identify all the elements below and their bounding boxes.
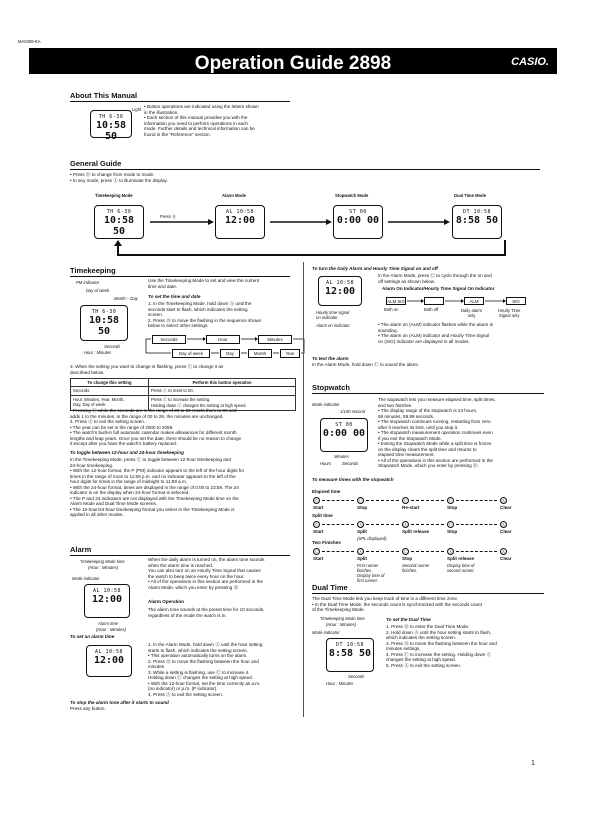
dualtime-heading: Dual Time: [312, 583, 348, 592]
sw-button-icon: Ⓒ: [448, 522, 453, 527]
light-label: Light: [132, 107, 142, 112]
table-row: Hour, Minutes, Year, Month, Day, Day of week Press Ⓒ to increase the setting. Holding down Ⓒ changes the setting at high speed.: [71, 396, 296, 411]
sw-step-note: First runner finishes. Display time of first runner.: [357, 563, 385, 583]
tk-set-steps: 1. In the Timekeeping Mode, hold down Ⓐ until the seconds start to flash, which indicates the setting screen. 2. Press Ⓑ to move the flashing in the sequence shown below to select other settings.: [148, 301, 262, 328]
seq-year: Year: [280, 349, 300, 358]
alarm-label-mode: Mode indicator: [72, 576, 100, 581]
sw-button-icon: Ⓐ: [358, 522, 363, 527]
sw-arrow: [411, 500, 444, 501]
sw-label-minutes: Minutes: [334, 454, 349, 459]
seq-month: Month: [248, 349, 272, 358]
tk-step3: 3. When the setting you want to change is flashing, press Ⓒ to change it as described below.: [70, 364, 224, 375]
alarm-label-tktime: Timekeeping Mode time: [80, 559, 125, 564]
sw-lines: The stopwatch lets you measure elapsed time, split times, and two finishes. • The display range of the stopwatch is 23 hours, 59 minutes, 59.99 seconds. • The stopwatch continues running, restarting from zero after it reaches its limit, until you stop it. • The stopwatch measurement operation continues even if you exit the Stopwatch Mode. • Exiting the Stopwatch Mode while a split time is frozen on the display clears the split time and returns to elapsed time measurement. • All of the operations in this section are performed in the Stopwatch Mode, which you enter by pressing Ⓑ.: [378, 397, 496, 468]
dt-label-mode: Mode indicator: [312, 630, 340, 635]
sw-measure-heading: To measure times with the stopwatch: [312, 477, 394, 482]
alarm-stop-line: Press any button.: [70, 706, 106, 711]
tk-intro: Use the Timekeeping Mode to set and view the current time and date.: [148, 278, 260, 289]
sw-step-label: Start: [313, 529, 324, 534]
sw-arrow: [411, 524, 444, 525]
sw-step-label: Stop: [447, 505, 458, 510]
alarm-op-heading: Alarm Operation: [148, 599, 184, 604]
sw-row-title: Split time: [312, 513, 333, 518]
alarm-intro: When the daily alarm is turned on, the alarm tone sounds when the alarm time is reached. You can also turn on an Hourly Time Signal that causes the watch to beep twice every hour on the hour. • All of the operations in this section are performed in the Alarm Mode, which you enter by pressing Ⓑ.: [148, 557, 265, 590]
state-alarm-only: Daily alarm only: [461, 308, 482, 318]
sw-step-label: Start: [313, 505, 324, 510]
screen-stopwatch: ST 00 0:00 00: [333, 205, 383, 239]
alarm-label-tktime-unit: (Hour : Minutes): [88, 565, 119, 570]
dt-set-heading: To set the Dual Time: [386, 617, 431, 622]
mode-label-stopwatch: Stopwatch Mode: [335, 193, 369, 198]
sw-step-note: (SPL displayed): [357, 536, 387, 541]
timekeeping-heading: Timekeeping: [70, 266, 116, 275]
about-bullets: • Button operations are indicated using the letters shown in the illustration. • Each section of this manual provides you with the information you need to perform operations in each mode. Further details and technical information can be found in the "Reference" section.: [144, 104, 259, 137]
sw-button-icon: Ⓐ: [403, 522, 408, 527]
onoff-watch-display: AL 10:58 12:00: [318, 276, 362, 306]
sw-button-icon: Ⓐ: [358, 549, 363, 554]
sw-step-label: Stop: [357, 505, 368, 510]
sw-arrow: [411, 551, 444, 552]
test-line: In the Alarm Mode, hold down Ⓒ to sound the alarm.: [312, 362, 420, 367]
mode-label-dualtime: Dual Time Mode: [454, 193, 487, 198]
stopwatch-heading: Stopwatch: [312, 383, 350, 392]
press-b-label: Press Ⓑ: [160, 214, 177, 219]
sw-button-icon: Ⓒ: [314, 498, 319, 503]
sw-button-icon: Ⓐ: [501, 549, 506, 554]
state-box-signal-only: SIG: [506, 297, 526, 305]
dt-label-hourmin: Hour : Minutes: [326, 681, 354, 686]
onoff-heading: To turn the Daily Alarm and Hourly Time Signal on and off: [312, 266, 438, 271]
sw-label-hours: Hours: [320, 461, 332, 466]
onoff-label-alarm: Alarm on indicator: [316, 323, 350, 328]
dt-label-tktime-unit: (Hour : Minutes): [326, 622, 357, 627]
sw-arrow: [322, 500, 354, 501]
mode-label-timekeeping: Timekeeping Mode: [95, 193, 133, 198]
onoff-intro: In the Alarm Mode, press Ⓒ to cycle through the on and off settings as shown below.: [378, 273, 492, 284]
sw-button-icon: Ⓒ: [358, 498, 363, 503]
sw-watch-display: ST 00 0:00 00: [320, 418, 368, 452]
sw-arrow: [322, 551, 354, 552]
sw-arrow: [366, 500, 399, 501]
state-both-off: Both off: [424, 307, 439, 312]
sw-button-icon: Ⓒ: [448, 498, 453, 503]
tk-setting-table: To change this setting Perform this button operation Seconds Press Ⓒ to reset to 00. Hour, Minutes, Year, Month, Day, Day of week Press Ⓒ to increase the setting. Holding down Ⓒ changes the setting at high speed.: [70, 378, 296, 411]
state-box-both-on: ALM SIG: [387, 299, 405, 304]
sw-label-mode: Mode indicator: [312, 402, 340, 407]
sw-arrow: [366, 524, 399, 525]
seq-day: Day: [220, 349, 240, 358]
tk-set-heading: To set the time and date: [148, 294, 201, 299]
alarm-set-steps: 1. In the Alarm Mode, hold down Ⓐ until the hour setting starts to flash, which indicates the setting screen. • This operation automatically turns on the alarm. 2. Press Ⓑ to move the flashing between the hour and minutes. 3. While a setting is flashing, use Ⓒ to increase it. Holding down Ⓒ changes the setting at high speed. • With the 12-hour format, set the time correctly as a.m. (no indicator) or p.m. (P indicator). 4. Press Ⓐ to exit the setting screen.: [148, 642, 263, 697]
screen-dualtime: DT 10:58 8:58 50: [452, 205, 502, 239]
seq-hour: Hour: [206, 335, 240, 344]
sw-arrow: [456, 500, 497, 501]
table-row: Seconds Press Ⓒ to reset to 00.: [71, 387, 296, 396]
tk-label-seconds: Seconds: [104, 344, 121, 349]
sw-arrow: [322, 524, 354, 525]
sw-row-title: Two Finishes: [312, 540, 341, 545]
sw-row-title: Elapsed time: [312, 489, 341, 494]
sw-step-label: Clear: [500, 556, 512, 561]
about-heading: About This Manual: [70, 91, 138, 100]
stopwatch-rule: [312, 393, 544, 394]
screen-alarm: AL 10:58 12:00: [215, 205, 265, 239]
dualtime-rule: [312, 593, 544, 594]
sw-step-label: Split: [357, 556, 367, 561]
sw-arrow: [456, 551, 497, 552]
sw-arrow: [456, 524, 497, 525]
dt-watch-display: DT 10:58 8:58 50: [326, 638, 374, 672]
sw-button-icon: Ⓐ: [501, 498, 506, 503]
state-box-alarm-only: ALM: [464, 297, 484, 305]
onoff-label-signal: Hourly time signal on indicator: [316, 310, 350, 320]
sw-button-icon: Ⓒ: [403, 498, 408, 503]
page-title: Operation Guide 2898: [194, 53, 392, 74]
general-lines: • Press Ⓑ to change from mode to mode. • In any mode, press Ⓛ to illuminate the display.: [70, 172, 168, 183]
sw-label-hundredth: 1/100 second: [340, 409, 366, 414]
tk-toggle-heading: To toggle between 12-hour and 24-hour timekeeping: [70, 450, 184, 455]
alarm-label-alarmtime-unit: (Hour : Minutes): [96, 627, 127, 632]
sw-step-label: Re-start: [402, 505, 420, 510]
dt-set-steps: 1. Press Ⓑ to enter the Dual Time Mode. 2. Hold down Ⓐ until the hour setting starts to flash, which indicates the setting screen. 3. Press Ⓑ to move the flashing between the hour and minutes settings. 4. Press Ⓒ to increase the setting. Holding down Ⓒ changes the setting at high speed. 5. Press Ⓐ to exit the setting screen.: [386, 624, 497, 668]
tk-after-lines: • Pressing Ⓒ while the seconds are in the range of 30 to 59 resets them to 00 and adds 1 to the minutes. In the range of 00 to 29, the minutes are unchanged. 4. Press Ⓐ to exit the setting screen. • The year can be set in the range of 2000 to 2099. • The watch's built-in full automatic calendar makes allowances for different month lengths and leap years. Once you set the date, there should be no reason to change it except after you have the watch's battery replaced.: [70, 408, 242, 446]
dt-label-seconds: Seconds: [348, 674, 365, 679]
sw-button-icon: Ⓒ: [403, 549, 408, 554]
sw-step-label: Stop: [447, 529, 458, 534]
sw-button-icon: Ⓒ: [314, 549, 319, 554]
sw-button-icon: Ⓐ: [501, 522, 506, 527]
tk-label-hourmin: Hour : Minutes: [84, 350, 112, 355]
sw-step-label: Start: [313, 556, 324, 561]
tk-label-dow: Day of week: [86, 288, 110, 293]
sw-arrow: [366, 551, 399, 552]
alarm-label-alarmtime: Alarm time: [98, 621, 119, 626]
sw-button-icon: Ⓐ: [448, 549, 453, 554]
test-heading: To test the alarm: [312, 356, 349, 361]
alarm-op-lines: The alarm tone sounds at the preset time for 10 seconds, regardless of the mode the watch is in.: [148, 607, 265, 618]
state-both-on: Both on: [384, 307, 399, 312]
alarm-set-heading: To set an alarm time: [70, 634, 115, 639]
about-watch-display: TH 6-30 10:58 50: [90, 110, 132, 138]
screen-timekeeping: TH 6-30 10:58 50: [94, 205, 144, 239]
sw-step-label: Clear: [500, 505, 512, 510]
sw-step-label: Split: [357, 529, 367, 534]
sw-step-note: Display time of second runner.: [447, 563, 475, 573]
brand-logo: CASIO.: [511, 56, 549, 68]
tk-label-monthday: Month – Day: [114, 296, 138, 301]
sw-label-seconds: Seconds: [342, 461, 359, 466]
sw-step-label: Split release: [402, 529, 430, 534]
seq-seconds: Seconds: [152, 335, 186, 344]
alarm-set-watch-display: AL 10:58 12:00: [86, 645, 132, 677]
dt-label-tktime: Timekeeping Mode time: [320, 616, 365, 621]
seq-minutes: Minutes: [258, 335, 292, 344]
seq-dow: Day of week: [172, 349, 210, 358]
alarm-heading: Alarm: [70, 545, 92, 554]
sw-step-label: Stop: [402, 556, 413, 561]
page-number: 1: [531, 760, 535, 767]
alarm-watch-display: AL 10:58 12:00: [84, 584, 130, 618]
sw-button-icon: Ⓒ: [314, 522, 319, 527]
tk-label-pm: PM indicator: [76, 280, 100, 285]
onoff-lines: • The alarm on (ALM) indicator flashes while the alarm is sounding. • The alarm on (ALM) indicator and Hourly Time Signal on (SIG) indicator are displayed in all modes.: [378, 322, 493, 344]
general-heading: General Guide: [70, 159, 122, 168]
onoff-subheading: Alarm On Indicator/Hourly Time Signal On Indicator: [382, 286, 495, 291]
sw-step-label: Clear: [500, 529, 512, 534]
mode-label-alarm: Alarm Mode: [222, 193, 246, 198]
sw-step-note: Second runner finishes.: [402, 563, 430, 573]
doc-code: MA0409-EA: [18, 39, 41, 44]
tk-watch-display: TH 6-30 10:58 50: [80, 305, 128, 341]
sw-step-label: Split release: [447, 556, 475, 561]
state-signal-only: Hourly Time Signal only: [498, 308, 521, 318]
tk-toggle-lines: In the Timekeeping Mode, press Ⓒ to toggle between 12-hour timekeeping and 24-hour timekeeping. • With the 12-hour format, the P (PM) indicator appears to the left of the hour digits for times in the range of noon to 11:59 p.m. and no indicator appears to the left of the hour digits for times in the range of midnight to 11:59 a.m. • With the 24-hour format, times are displayed in the range of 0:00 to 23:59. The 24 indicator is on the display when 24-hour format is selected. • The P and 24 indicators are not displayed with the Timekeeping Mode time on the Alarm Mode and Dual Time Mode screens. • The 12-hour/24-hour timekeeping format you select in the Timekeeping Mode is applied in all other modes.: [70, 457, 245, 517]
alarm-stop-heading: To stop the alarm tone after it starts to sound: [70, 700, 169, 705]
dt-intro: The Dual Time Mode lets you keep track of time in a different time zone. • In the Dual Time Mode, the seconds count is synchronized with the seconds count of the Timekeeping Mode.: [312, 596, 482, 612]
